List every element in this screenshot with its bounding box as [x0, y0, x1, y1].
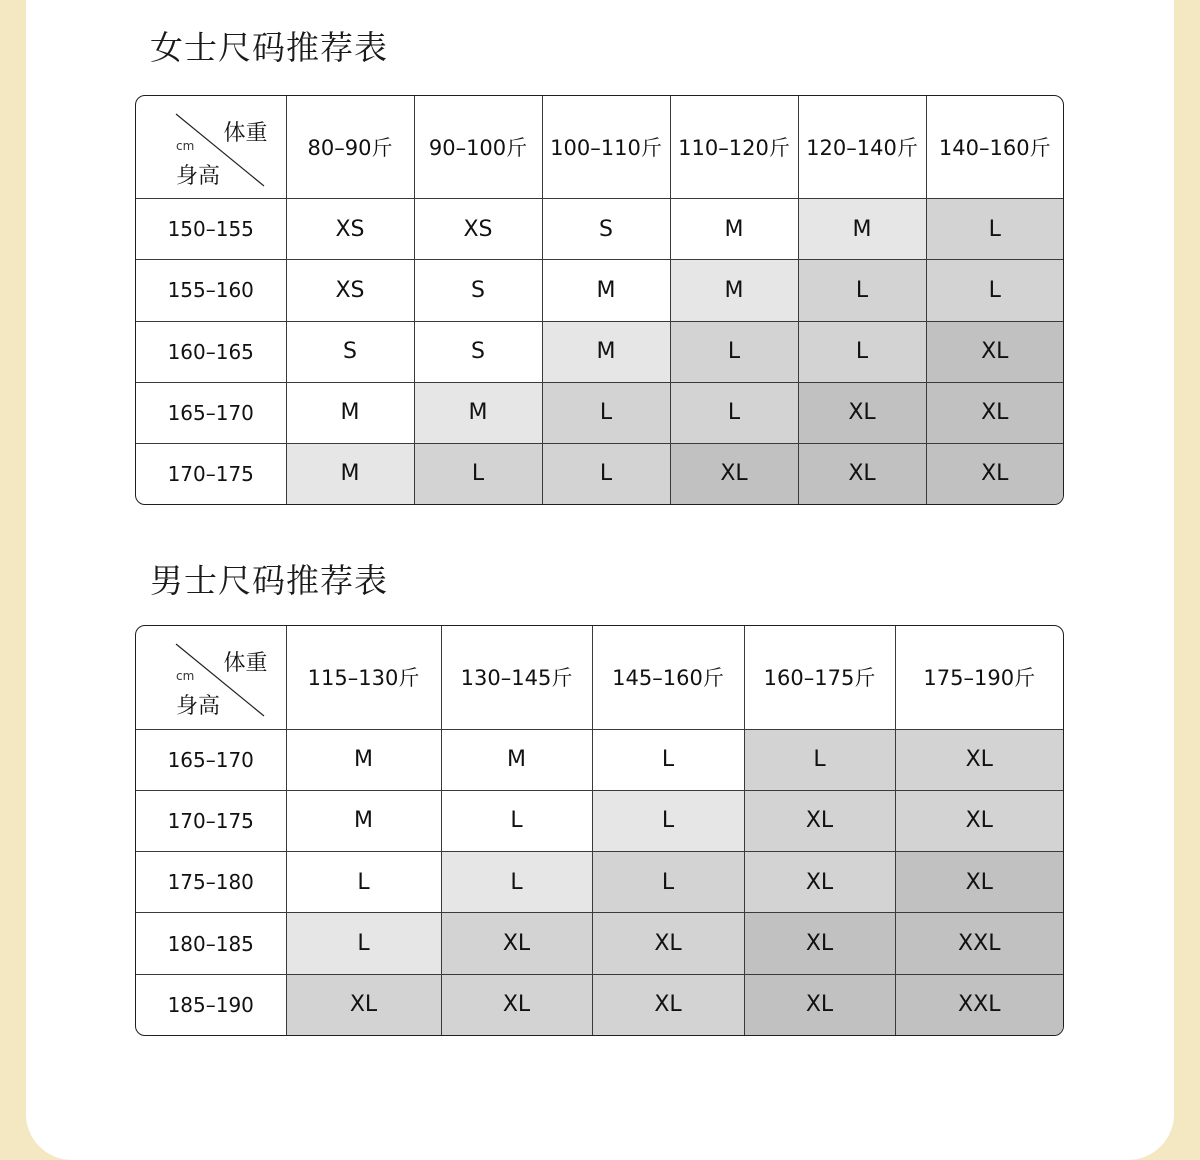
size-cell: L — [441, 790, 592, 851]
size-cell: XL — [441, 974, 592, 1035]
height-row-header: 165–170 — [136, 382, 286, 443]
size-cell: L — [286, 913, 441, 974]
size-cell: XL — [798, 443, 926, 504]
size-cell: L — [592, 852, 744, 913]
size-cell: M — [670, 260, 798, 321]
weight-column-header: 130–145斤 — [441, 626, 592, 729]
size-cell: S — [542, 199, 670, 260]
size-cell: XL — [926, 443, 1063, 504]
women-section-title: 女士尺码推荐表 — [150, 28, 388, 67]
size-cell: XXL — [895, 974, 1063, 1035]
size-cell: XL — [895, 852, 1063, 913]
size-cell: XL — [592, 974, 744, 1035]
size-cell: M — [542, 321, 670, 382]
height-row-header: 160–165 — [136, 321, 286, 382]
size-cell: L — [592, 790, 744, 851]
table-row — [136, 260, 1063, 321]
size-cell: L — [542, 382, 670, 443]
size-cell: S — [414, 260, 542, 321]
table-row — [136, 729, 1063, 790]
size-cell: L — [926, 199, 1063, 260]
size-cell: XL — [592, 913, 744, 974]
size-cell: L — [798, 321, 926, 382]
table-row — [136, 974, 1063, 1035]
size-cell: L — [441, 852, 592, 913]
table-row — [136, 852, 1063, 913]
weight-column-header: 110–120斤 — [670, 96, 798, 199]
table-row — [136, 199, 1063, 260]
size-cell: XS — [286, 260, 414, 321]
size-cell: M — [286, 443, 414, 504]
women-corner-cell — [136, 96, 286, 199]
table-row — [136, 443, 1063, 504]
men-corner-cell — [136, 626, 286, 729]
size-cell: XS — [414, 199, 542, 260]
size-cell: M — [798, 199, 926, 260]
size-cell: L — [926, 260, 1063, 321]
size-cell: L — [798, 260, 926, 321]
size-cell: L — [414, 443, 542, 504]
size-cell: L — [286, 852, 441, 913]
weight-column-header: 140–160斤 — [926, 96, 1063, 199]
height-row-header: 170–175 — [136, 443, 286, 504]
height-label: 身高 — [176, 164, 221, 189]
size-cell: XL — [744, 974, 895, 1035]
size-cell: M — [542, 260, 670, 321]
size-cell: XL — [895, 790, 1063, 851]
size-cell: XL — [744, 790, 895, 851]
size-cell: L — [670, 382, 798, 443]
men-section-title: 男士尺码推荐表 — [150, 561, 388, 600]
table-row — [136, 790, 1063, 851]
men-header-row — [136, 626, 1063, 729]
size-cell: M — [286, 790, 441, 851]
size-cell: XL — [744, 852, 895, 913]
table-row — [136, 321, 1063, 382]
size-cell: XL — [926, 321, 1063, 382]
men-size-table — [135, 625, 1064, 1036]
weight-column-header: 145–160斤 — [592, 626, 744, 729]
height-row-header: 150–155 — [136, 199, 286, 260]
size-cell: XL — [286, 974, 441, 1035]
weight-column-header: 100–110斤 — [542, 96, 670, 199]
weight-column-header: 115–130斤 — [286, 626, 441, 729]
size-cell: M — [670, 199, 798, 260]
size-cell: L — [744, 729, 895, 790]
size-cell: M — [414, 382, 542, 443]
height-label: 身高 — [176, 694, 221, 719]
height-row-header: 185–190 — [136, 974, 286, 1035]
size-cell: XL — [670, 443, 798, 504]
size-cell: XL — [798, 382, 926, 443]
size-cell: XXL — [895, 913, 1063, 974]
size-cell: S — [414, 321, 542, 382]
size-cell: XL — [744, 913, 895, 974]
weight-column-header: 120–140斤 — [798, 96, 926, 199]
size-cell: S — [286, 321, 414, 382]
height-row-header: 175–180 — [136, 852, 286, 913]
size-cell: M — [286, 382, 414, 443]
women-size-table — [135, 95, 1064, 505]
height-row-header: 165–170 — [136, 729, 286, 790]
size-cell: M — [286, 729, 441, 790]
size-cell: XL — [895, 729, 1063, 790]
weight-column-header: 160–175斤 — [744, 626, 895, 729]
weight-column-header: 80–90斤 — [286, 96, 414, 199]
size-cell: M — [441, 729, 592, 790]
size-cell: L — [542, 443, 670, 504]
size-cell: XL — [441, 913, 592, 974]
women-header-row — [136, 96, 1063, 199]
size-cell: L — [670, 321, 798, 382]
unit-label: cm — [176, 139, 195, 153]
weight-label: 体重 — [223, 651, 268, 676]
weight-column-header: 175–190斤 — [895, 626, 1063, 729]
size-cell: XL — [926, 382, 1063, 443]
table-row — [136, 382, 1063, 443]
size-cell: XS — [286, 199, 414, 260]
height-row-header: 180–185 — [136, 913, 286, 974]
weight-label: 体重 — [223, 121, 268, 146]
height-row-header: 155–160 — [136, 260, 286, 321]
table-row — [136, 913, 1063, 974]
height-row-header: 170–175 — [136, 790, 286, 851]
size-cell: L — [592, 729, 744, 790]
weight-column-header: 90–100斤 — [414, 96, 542, 199]
unit-label: cm — [176, 669, 195, 683]
